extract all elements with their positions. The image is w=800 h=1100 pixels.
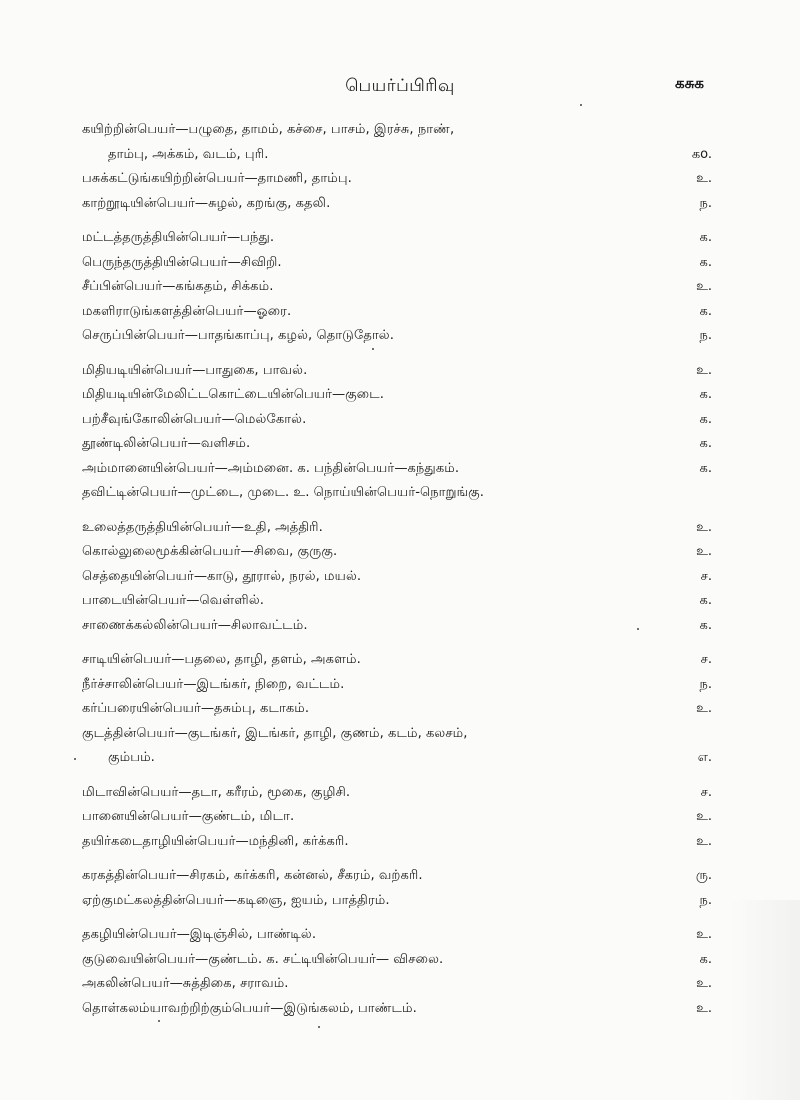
glossary-entries	[82, 118, 712, 1021]
glossary-entry	[82, 864, 712, 889]
group-spacer	[82, 771, 712, 781]
entry-count: உ.	[696, 519, 712, 535]
glossary-entry	[82, 781, 712, 806]
entry-count: க.	[699, 230, 712, 245]
entry-count: உ.	[696, 1000, 712, 1016]
glossary-entry	[82, 722, 712, 771]
entry-text: செத்தையின்பெயர்—காடு, தூரால், நரல், மயல்.	[82, 568, 362, 584]
glossary-entry	[82, 614, 712, 639]
entry-text: பெருந்தருத்தியின்பெயர்—சிவிறி.	[82, 254, 282, 270]
entry-text: தூண்டிலின்பெயர்—வளிசம்.	[82, 436, 251, 451]
entry-text: மட்டத்தருத்தியின்பெயர்—பந்து.	[82, 230, 275, 245]
group-spacer	[82, 506, 712, 516]
entry-text: தகழியின்பெயர்—இடிஞ்சில், பாண்டில்.	[82, 927, 317, 942]
entry-count: க.	[699, 303, 712, 319]
entry-text: பானையின்பெயர்—குண்டம், மிடா.	[82, 809, 295, 824]
entry-count: ந.	[699, 328, 712, 343]
entry-text: கரகத்தின்பெயர்—சிரகம், கர்க்கரி, கன்னல், சீகரம், வற்கரி.	[82, 868, 423, 883]
entry-count: ரு.	[695, 868, 712, 883]
group-spacer	[82, 638, 712, 648]
glossary-entry	[82, 300, 712, 325]
scan-speck	[74, 758, 76, 760]
glossary-entry	[82, 697, 712, 722]
glossary-entry	[82, 516, 712, 541]
entry-text: சாடியின்பெயர்—பதலை, தாழி, தளம், அகளம்.	[82, 652, 361, 667]
glossary-entry	[82, 923, 712, 948]
entry-text: சீப்பின்பெயர்—கங்கதம், சிக்கம்.	[82, 279, 274, 294]
group-spacer	[82, 854, 712, 864]
entry-count: உ.	[696, 362, 712, 378]
glossary-entry	[82, 432, 712, 457]
entry-text: தவிட்டின்பெயர்—முட்டை, முடை. உ. நொய்யின்பெயர்-நொறுங்கு.	[82, 485, 484, 500]
glossary-entry	[82, 481, 712, 506]
entry-count: க.	[699, 387, 712, 402]
scan-speck	[637, 628, 639, 630]
entry-text: கயிற்றின்பெயர்—பழுதை, தாமம், கச்சை, பாசம், இரச்சு, நாண்,	[82, 122, 455, 137]
entry-text: மிதியடியின்பெயர்—பாதுகை, பாவல்.	[82, 362, 308, 378]
entry-count: உ.	[696, 809, 712, 824]
entry-text: மகளிராடுங்களத்தின்பெயர்—ஓரை.	[82, 303, 292, 319]
entry-count: க.	[699, 460, 712, 476]
entry-count: உ.	[696, 976, 712, 991]
glossary-entry	[82, 648, 712, 673]
entry-text: கொல்லுலைமூக்கின்பெயர்—சிவை, குருகு.	[82, 544, 338, 559]
entry-count: க.	[699, 436, 712, 451]
entry-count: ச.	[700, 652, 712, 667]
glossary-entry	[82, 589, 712, 614]
entry-text: பசுக்கட்டுங்கயிற்றின்பெயர்—தாமணி, தாம்பு.	[82, 171, 352, 186]
entry-text: மிடாவின்பெயர்—தடா, கரீரம், மூகை, குழிசி.	[82, 784, 351, 800]
scan-edge-shading	[730, 900, 800, 1100]
glossary-entry	[82, 997, 712, 1022]
entry-text: ஏற்குமட்கலத்தின்பெயர்—கடிஞை, ஐயம், பாத்திரம்.	[82, 892, 390, 908]
glossary-entry	[82, 359, 712, 384]
glossary-entry	[82, 324, 712, 349]
entry-text: குடத்தின்பெயர்—குடங்கர், இடங்கர், தாழி, குணம், கடம், கலசம்,	[82, 725, 468, 741]
glossary-entry	[82, 118, 712, 167]
entry-text: தயிர்கடைதாழியின்பெயர்—மந்தினி, கர்க்கரி.	[82, 833, 349, 849]
entry-text: மிதியடியின்மேலிட்டகொட்டையின்பெயர்—குடை.	[82, 387, 384, 402]
entry-text: அம்மானையின்பெயர்—அம்மனை. க. பந்தின்பெயர்—கந்துகம்.	[82, 460, 460, 476]
entry-count: ந.	[699, 892, 712, 908]
entry-count: க.	[699, 411, 712, 427]
page-number: கசுக	[675, 74, 704, 92]
entry-text: காற்றூடியின்பெயர்—சுழல், கறங்கு, கதலி.	[82, 195, 331, 211]
entry-continuation: கும்பம்.	[108, 750, 155, 765]
entry-text: பாடையின்பெயர்—வெள்ளில்.	[82, 593, 264, 608]
glossary-entry	[82, 408, 712, 433]
glossary-entry	[82, 540, 712, 565]
glossary-entry	[82, 805, 712, 830]
entry-count: உ.	[696, 279, 712, 294]
entry-count: ந.	[699, 676, 712, 692]
entry-count: எ.	[697, 750, 712, 765]
scan-speck	[318, 1026, 320, 1028]
entry-text: நீர்ச்சாலின்பெயர்—இடங்கர், நிறை, வட்டம்.	[82, 676, 345, 692]
entry-text: குடுவையின்பெயர்—குண்டம். க. சட்டியின்பெயர்— விசலை.	[82, 951, 444, 967]
entry-count: உ.	[696, 171, 712, 186]
scan-speck	[158, 1020, 160, 1022]
entry-text: சாணைக்கல்லின்பெயர்—சிலாவட்டம்.	[82, 617, 308, 633]
entry-text: அகலின்பெயர்—சுத்திகை, சராவம்.	[82, 976, 289, 991]
scan-speck	[372, 348, 374, 350]
entry-count: உ.	[696, 927, 712, 942]
scan-speck	[580, 104, 582, 106]
glossary-entry	[82, 457, 712, 482]
entry-text: பற்சீவுங்கோலின்பெயர்—மெல்கோல்.	[82, 411, 307, 427]
glossary-entry	[82, 948, 712, 973]
entry-count: உ.	[696, 833, 712, 849]
group-spacer	[82, 349, 712, 359]
glossary-entry	[82, 167, 712, 192]
entry-count: க.	[699, 593, 712, 608]
entry-count: உ.	[696, 701, 712, 716]
glossary-entry	[82, 565, 712, 590]
entry-count: ச.	[700, 568, 712, 584]
entry-text: செருப்பின்பெயர்—பாதங்காப்பு, கழல், தொடுதோல்.	[82, 328, 394, 343]
glossary-entry	[82, 251, 712, 276]
glossary-entry	[82, 889, 712, 914]
entry-count: க.	[699, 951, 712, 967]
glossary-entry	[82, 192, 712, 217]
glossary-entry	[82, 830, 712, 855]
entry-count: கo.	[691, 146, 712, 162]
entry-continuation: தாம்பு, அக்கம், வடம், புரி.	[108, 146, 269, 162]
entry-count: க.	[699, 254, 712, 270]
glossary-entry	[82, 673, 712, 698]
page-title: பெயர்ப்பிரிவு	[345, 76, 455, 96]
glossary-entry	[82, 383, 712, 408]
entry-count: ச.	[700, 784, 712, 800]
entry-count: ந.	[699, 195, 712, 211]
group-spacer	[82, 913, 712, 923]
glossary-entry	[82, 275, 712, 300]
entry-text: கர்ப்பரையின்பெயர்—தசும்பு, கடாகம்.	[82, 701, 310, 716]
entry-count: க.	[699, 617, 712, 633]
entry-text: தொள்கலம்யாவற்றிற்கும்பெயர்—இடுங்கலம், பாண்டம்.	[82, 1000, 417, 1016]
glossary-entry	[82, 972, 712, 997]
group-spacer	[82, 216, 712, 226]
entry-text: உலைத்தருத்தியின்பெயர்—உதி, அத்திரி.	[82, 519, 323, 535]
entry-count: உ.	[696, 544, 712, 559]
glossary-entry	[82, 226, 712, 251]
